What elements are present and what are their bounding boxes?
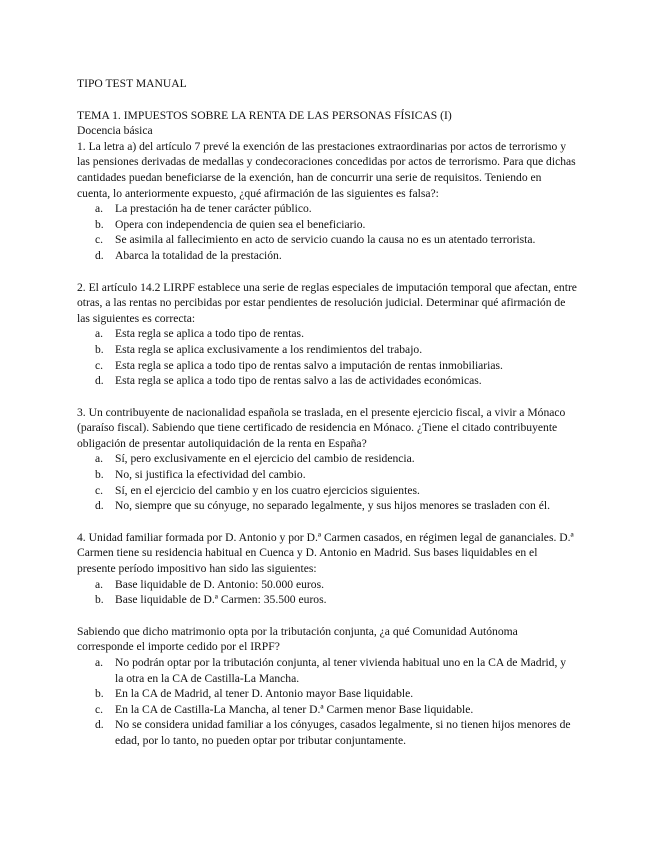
question-text: 4. Unidad familiar formada por D. Antonio y por D.ª Carmen casados, en régimen legal de gananciales. D.ª Carmen tiene su residencia habitual en Cuenca y D. Antonio en Madrid. Sus bases liquidables en el presente período impositivo han sido las siguientes: xyxy=(77,530,574,576)
followup-text: Sabiendo que dicho matrimonio opta por la tributación conjunta, ¿a qué Comunidad Autónoma corresponde el importe cedido por el IRPF? xyxy=(77,624,518,654)
answer-option xyxy=(77,451,577,467)
answer-option xyxy=(77,358,577,374)
option-text: Esta regla se aplica a todo tipo de rentas. xyxy=(115,327,304,341)
option-text: Base liquidable de D. Antonio: 50.000 euros. xyxy=(115,577,324,591)
option-text: Sí, pero exclusivamente en el ejercicio del cambio de residencia. xyxy=(115,452,415,466)
answer-option xyxy=(77,577,577,593)
option-letter: d. xyxy=(95,248,104,262)
option-letter: d. xyxy=(95,374,104,388)
answer-option xyxy=(77,483,577,499)
answer-option xyxy=(77,717,577,748)
answer-option xyxy=(77,373,577,389)
question-options xyxy=(77,201,577,263)
option-text: La prestación ha de tener carácter público. xyxy=(115,202,312,216)
option-letter: a. xyxy=(95,452,104,466)
option-letter: d. xyxy=(95,499,104,513)
option-letter: b. xyxy=(95,687,104,701)
option-letter: c. xyxy=(95,358,104,372)
answer-option xyxy=(77,326,577,342)
option-text: Opera con independencia de quien sea el beneficiario. xyxy=(115,217,366,231)
answer-option xyxy=(77,467,577,483)
option-text: No podrán optar por la tributación conjunta, al tener vivienda habitual uno en la CA de Madrid, y la otra en la CA de Castilla-La Mancha. xyxy=(115,656,567,685)
question-options xyxy=(77,577,577,608)
option-letter: a. xyxy=(95,577,104,591)
option-text: En la CA de Castilla-La Mancha, al tener D.ª Carmen menor Base liquidable. xyxy=(115,702,474,716)
answer-option xyxy=(77,655,577,686)
option-letter: b. xyxy=(95,468,104,482)
option-text: Sí, en el ejercicio del cambio y en los cuatro ejercicios siguientes. xyxy=(115,483,420,497)
answer-option xyxy=(77,498,577,514)
option-text: No, si justifica la efectividad del cambio. xyxy=(115,468,306,482)
answer-option xyxy=(77,201,577,217)
answer-option xyxy=(77,702,577,718)
option-letter: a. xyxy=(95,656,104,669)
tema-heading: TEMA 1. IMPUESTOS SOBRE LA RENTA DE LAS PERSONAS FÍSICAS (I) xyxy=(77,108,452,122)
option-letter: b. xyxy=(95,593,104,607)
option-text: No se considera unidad familiar a los cónyuges, casados legalmente, si no tienen hijos menores de edad, por lo tanto, no pueden optar por tributar conjuntamente. xyxy=(115,718,571,747)
question-4 xyxy=(77,530,577,608)
section-label: Docencia básica xyxy=(77,124,153,138)
question-text: 3. Un contribuyente de nacionalidad española se traslada, en el presente ejercicio fiscal, a vivir a Mónaco (paraíso fiscal). Sabiendo que tiene certificado de residencia en Mónaco. ¿Tiene el citado contribuyente obligación de presentar autoliquidación de la renta en España? xyxy=(77,405,566,450)
question-2 xyxy=(77,280,577,389)
option-text: Esta regla se aplica a todo tipo de rentas salvo a las de actividades económicas. xyxy=(115,374,482,388)
question-text: 1. La letra a) del artículo 7 prevé la exención de las prestaciones extraordinarias por actos de terrorismo y las pensiones derivadas de medallas y condecoraciones concedidas por actos de terrorismo. Para que dichas cantidades puedan beneficiarse de la exención, han de concurrir una serie de requisitos. Teniendo en cuenta, lo anteriormente expuesto, ¿qué afirmación de las siguientes es falsa?: xyxy=(77,139,576,200)
option-text: Se asimila al fallecimiento en acto de servicio cuando la causa no es un atentado terrorista. xyxy=(115,233,536,247)
document-title: TIPO TEST MANUAL xyxy=(77,77,187,90)
option-letter: d. xyxy=(95,718,104,732)
answer-option xyxy=(77,592,577,608)
question-options xyxy=(77,451,577,513)
followup-question xyxy=(77,624,577,749)
answer-option xyxy=(77,686,577,702)
option-letter: c. xyxy=(95,702,104,716)
option-text: Abarca la totalidad de la prestación. xyxy=(115,248,282,262)
answer-option xyxy=(77,248,577,264)
option-text: Base liquidable de D.ª Carmen: 35.500 euros. xyxy=(115,593,327,607)
question-options xyxy=(77,326,577,388)
option-letter: c. xyxy=(95,233,104,247)
questions-list xyxy=(77,139,577,608)
option-text: En la CA de Madrid, al tener D. Antonio mayor Base liquidable. xyxy=(115,687,414,701)
option-letter: b. xyxy=(95,217,104,231)
question-1 xyxy=(77,139,577,264)
answer-option xyxy=(77,217,577,233)
option-letter: b. xyxy=(95,342,104,356)
option-text: Esta regla se aplica a todo tipo de rentas salvo a imputación de rentas inmobiliarias. xyxy=(115,358,503,372)
question-3 xyxy=(77,405,577,514)
answer-option xyxy=(77,342,577,358)
option-letter: a. xyxy=(95,327,104,341)
answer-option xyxy=(77,232,577,248)
followup-options xyxy=(77,655,577,749)
option-letter: c. xyxy=(95,483,104,497)
document-page xyxy=(77,76,577,749)
option-text: Esta regla se aplica exclusivamente a los rendimientos del trabajo. xyxy=(115,342,423,356)
option-text: No, siempre que su cónyuge, no separado legalmente, y sus hijos menores se trasladen con él. xyxy=(115,499,550,513)
question-text: 2. El artículo 14.2 LIRPF establece una serie de reglas especiales de imputación temporal que afectan, entre otras, a las rentas no percibidas por estar pendientes de resolución judicial. Determinar qué afirmación de las siguientes es correcta: xyxy=(77,280,577,325)
option-letter: a. xyxy=(95,202,104,216)
